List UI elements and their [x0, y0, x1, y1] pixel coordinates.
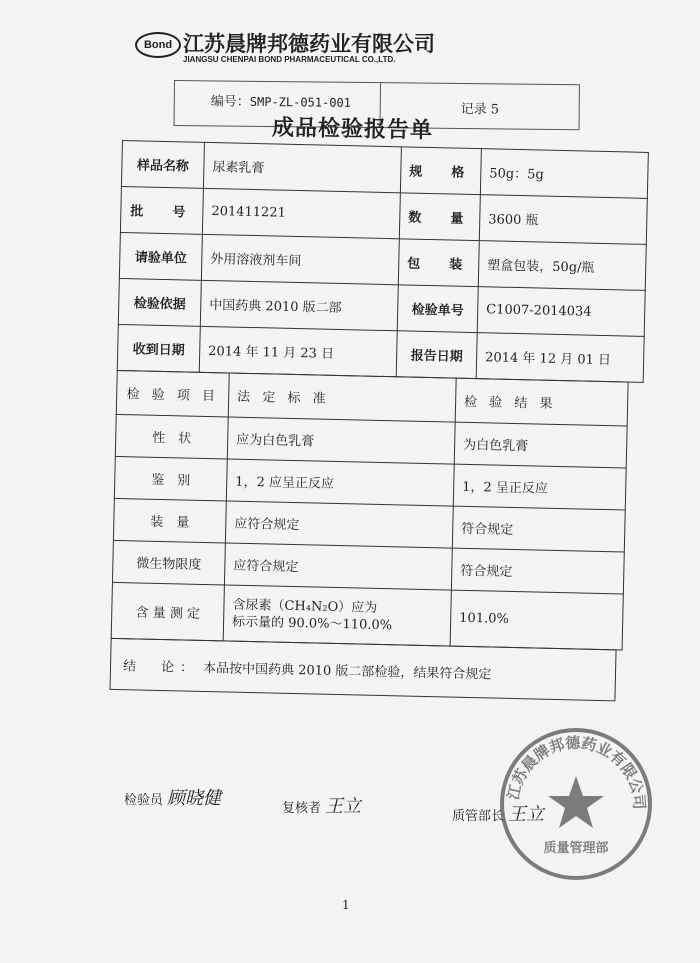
logo-text: Bond: [143, 39, 173, 51]
doc-code: [211, 90, 351, 110]
batch-label: 批 号: [120, 186, 203, 234]
pack-label: 包 装: [398, 239, 479, 287]
spec-value: 50g：5g: [480, 149, 648, 199]
standard-cell: [223, 585, 451, 646]
doc-code-value: SMP-ZL-051-001: [249, 94, 352, 110]
result-cell: 为白色乳膏: [454, 422, 627, 468]
result-cell: 符合规定: [452, 506, 625, 552]
item-cell: 鉴 别: [114, 456, 227, 501]
seal-arc-text: 江苏晨牌邦德药业有限公司: [504, 733, 649, 811]
standard-line-2: 标示量的 90.0%～110.0%: [231, 614, 393, 633]
results-table: [111, 370, 629, 651]
qa-label: 质管部长: [452, 809, 505, 824]
standard-cell: 1，2 应呈正反应: [226, 459, 454, 506]
spec-label: 规 格: [400, 147, 481, 195]
company-name-en: JIANGSU CHENPAI BOND PHARMACEUTICAL CO.,LTD.: [183, 55, 396, 64]
item-cell: 微生物限度: [112, 540, 225, 585]
conclusion-box: [110, 638, 617, 701]
item-cell: 含 量 测 定: [111, 582, 224, 641]
page-number: 1: [342, 898, 350, 912]
info-table: [117, 140, 649, 383]
result-cell: 101.0%: [450, 590, 623, 650]
inspector-label: 检验员: [124, 793, 164, 808]
received-date-label: 收到日期: [117, 324, 200, 372]
conclusion-text: 本品按中国药典 2010 版二部检验，结果符合规定: [202, 660, 492, 683]
pack-value: 塑盒包装，50g/瓶: [478, 241, 646, 291]
inspection-no-label: 检验单号: [397, 285, 478, 333]
result-cell: 1，2 呈正反应: [453, 464, 626, 510]
company-logo: [135, 32, 181, 58]
standard-cell: 应符合规定: [224, 543, 452, 590]
inspector-signature: [124, 784, 221, 810]
report-title: 成品检验报告单: [271, 115, 434, 144]
inspection-form: [110, 140, 649, 702]
item-cell: 性 状: [115, 414, 228, 459]
standard-line-1: 含尿素（CH₄N₂O）应为: [232, 597, 378, 616]
standard-cell: 应符合规定: [225, 501, 453, 548]
letterhead: [135, 28, 435, 72]
result-cell: 符合规定: [451, 548, 624, 594]
reviewer-handwriting: 王立: [325, 796, 362, 817]
sample-name-value: 尿素乳膏: [203, 142, 401, 192]
conclusion-label: 结 论：: [122, 658, 200, 676]
basis-value: 中国药典 2010 版二部: [200, 280, 398, 330]
qty-value: 3600 瓶: [479, 195, 647, 245]
inspector-handwriting: 顾晓健: [167, 788, 222, 809]
record-number: 记录 5: [460, 102, 500, 118]
reviewer-label: 复核者: [282, 801, 322, 816]
doc-code-label: 编号：: [210, 94, 250, 110]
qty-label: 数 量: [399, 193, 480, 241]
batch-value: 201411221: [202, 188, 400, 238]
company-name-cn: 江苏晨牌邦德药业有限公司: [183, 32, 435, 56]
dept-value: 外用溶液剂车间: [201, 234, 399, 284]
company-seal-stamp: [496, 724, 656, 884]
inspection-no-value: C1007-2014034: [477, 287, 645, 337]
report-date-label: 报告日期: [396, 331, 477, 379]
report-date-value: 2014 年 12 月 01 日: [476, 333, 644, 383]
seal-star-icon: [548, 776, 604, 828]
col-result-header: 检 验 结 果: [455, 378, 628, 426]
item-cell: 装 量: [113, 498, 226, 543]
received-date-value: 2014 年 11 月 23 日: [199, 326, 397, 376]
col-standard-header: 法 定 标 准: [228, 373, 456, 422]
seal-inner-text: 质量管理部: [543, 841, 609, 856]
standard-cell: 应为白色乳膏: [227, 417, 455, 464]
sample-name-label: 样品名称: [121, 141, 204, 189]
dept-label: 请验单位: [119, 232, 202, 280]
basis-label: 检验依据: [118, 278, 201, 326]
col-item-header: 检 验 项 目: [116, 370, 229, 417]
reviewer-signature: [282, 792, 361, 818]
qa-handwriting: 王立: [508, 804, 545, 825]
